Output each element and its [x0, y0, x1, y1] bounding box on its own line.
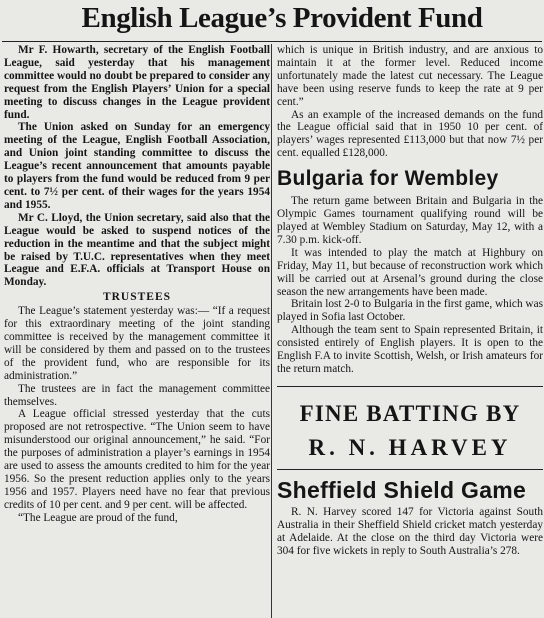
- headline-rule: [2, 41, 542, 42]
- bulgaria-heading: Bulgaria for Wembley: [277, 167, 499, 191]
- bulgaria-paragraph: It was intended to play the match at Highbury on Friday, May 11, but because of reconstruction work which will be carried out at Arsenal’s ground during the close season the new arrangements have been made.: [277, 246, 543, 298]
- section-rule: [277, 469, 543, 470]
- article-paragraph: Mr C. Lloyd, the Union secretary, said also that the League would be asked to suspend notices of the reduction in the meantime and that the subject might be raised by T.U.C. representatives when they meet League and E.F.A. officials at Transport House on Monday.: [4, 211, 270, 289]
- article-paragraph: The League’s statement yesterday was:— “If a request for this extraordinary meeting of the joint standing committee is received by the management committee it will be considered by them and passed on to the trustees of the provident fund, who are responsible for its administration.”: [4, 305, 270, 382]
- harvey-headline-line2: R. N. HARVEY: [308, 434, 512, 460]
- left-column: [4, 44, 270, 525]
- bulgaria-paragraph: Britain lost 2-0 to Bulgaria in the first game, which was played in Sofia last October.: [277, 298, 543, 324]
- headline: English League’s Provident Fund: [81, 2, 483, 34]
- shield-paragraph: R. N. Harvey scored 147 for Victoria against South Australia in their Sheffield Shield cricket match yesterday at Adelaide. At the close on the third day Victoria were 304 for five wickets in reply to South Australia’s 278.: [277, 505, 543, 557]
- trustees-subheading: TRUSTEES: [102, 291, 172, 304]
- section-rule: [277, 386, 543, 387]
- shield-heading: Sheffield Shield Game: [277, 476, 527, 503]
- article-continuation: which is unique in British industry, and are anxious to maintain it at the former level. Reduced income unfortunately made the latest cut necessary. The League have been using reserve funds to keep the rate at 9 per cent.”: [277, 44, 543, 108]
- right-column: [277, 44, 543, 557]
- article-paragraph: The trustees are in fact the management committee themselves.: [4, 382, 270, 408]
- article-paragraph: Mr F. Howarth, secretary of the English Football League, said yesterday that his management committee would no doubt be prepared to consider any request from the English Players’ Union for a special meeting to discuss changes in the League provident fund.: [4, 44, 270, 121]
- article-paragraph: As an example of the increased demands on the fund the League official said that in 1950 10 per cent. of players’ wages represented £113,000 but that now 7½ per cent. equalled £128,000.: [277, 108, 543, 160]
- harvey-headline-line1: FINE BATTING BY: [299, 400, 521, 426]
- article-paragraph: “The League are proud of the fund,: [18, 511, 178, 524]
- article-paragraph: The Union asked on Sunday for an emergency meeting of the League, English Football Association, and Union joint standing committee to discuss the League’s recent announcement that amounts payable to players from the fund would be reduced from 9 per cent. to 7½ per cent. of their wages for the years 1954 and 1955.: [4, 121, 270, 211]
- bulgaria-paragraph: The return game between Britain and Bulgaria in the Olympic Games tournament qualifying round will be played at Wembley Stadium on Saturday, May 12, with a 7.30 p.m. kick-off.: [277, 195, 543, 246]
- article-paragraph: A League official stressed yesterday that the cuts proposed are not retrospective. “The Union seem to have misunderstood our original announcement,” he said. “For the purposes of administration a player’s earnings in 1954 are used to assess the amounts credited to him for the year 1956. So the present reduction applies only to the years 1956 and 1957. Players need have no fear that previous credits of 10 per cent. and 9 per cent. will be affected.: [4, 408, 270, 511]
- column-divider: [271, 44, 272, 618]
- bulgaria-paragraph: Although the team sent to Spain represented Britain, it consisted entirely of English players. It is open to the English F.A to invite Scottish, Welsh, or Irish amateurs for the return match.: [277, 324, 543, 375]
